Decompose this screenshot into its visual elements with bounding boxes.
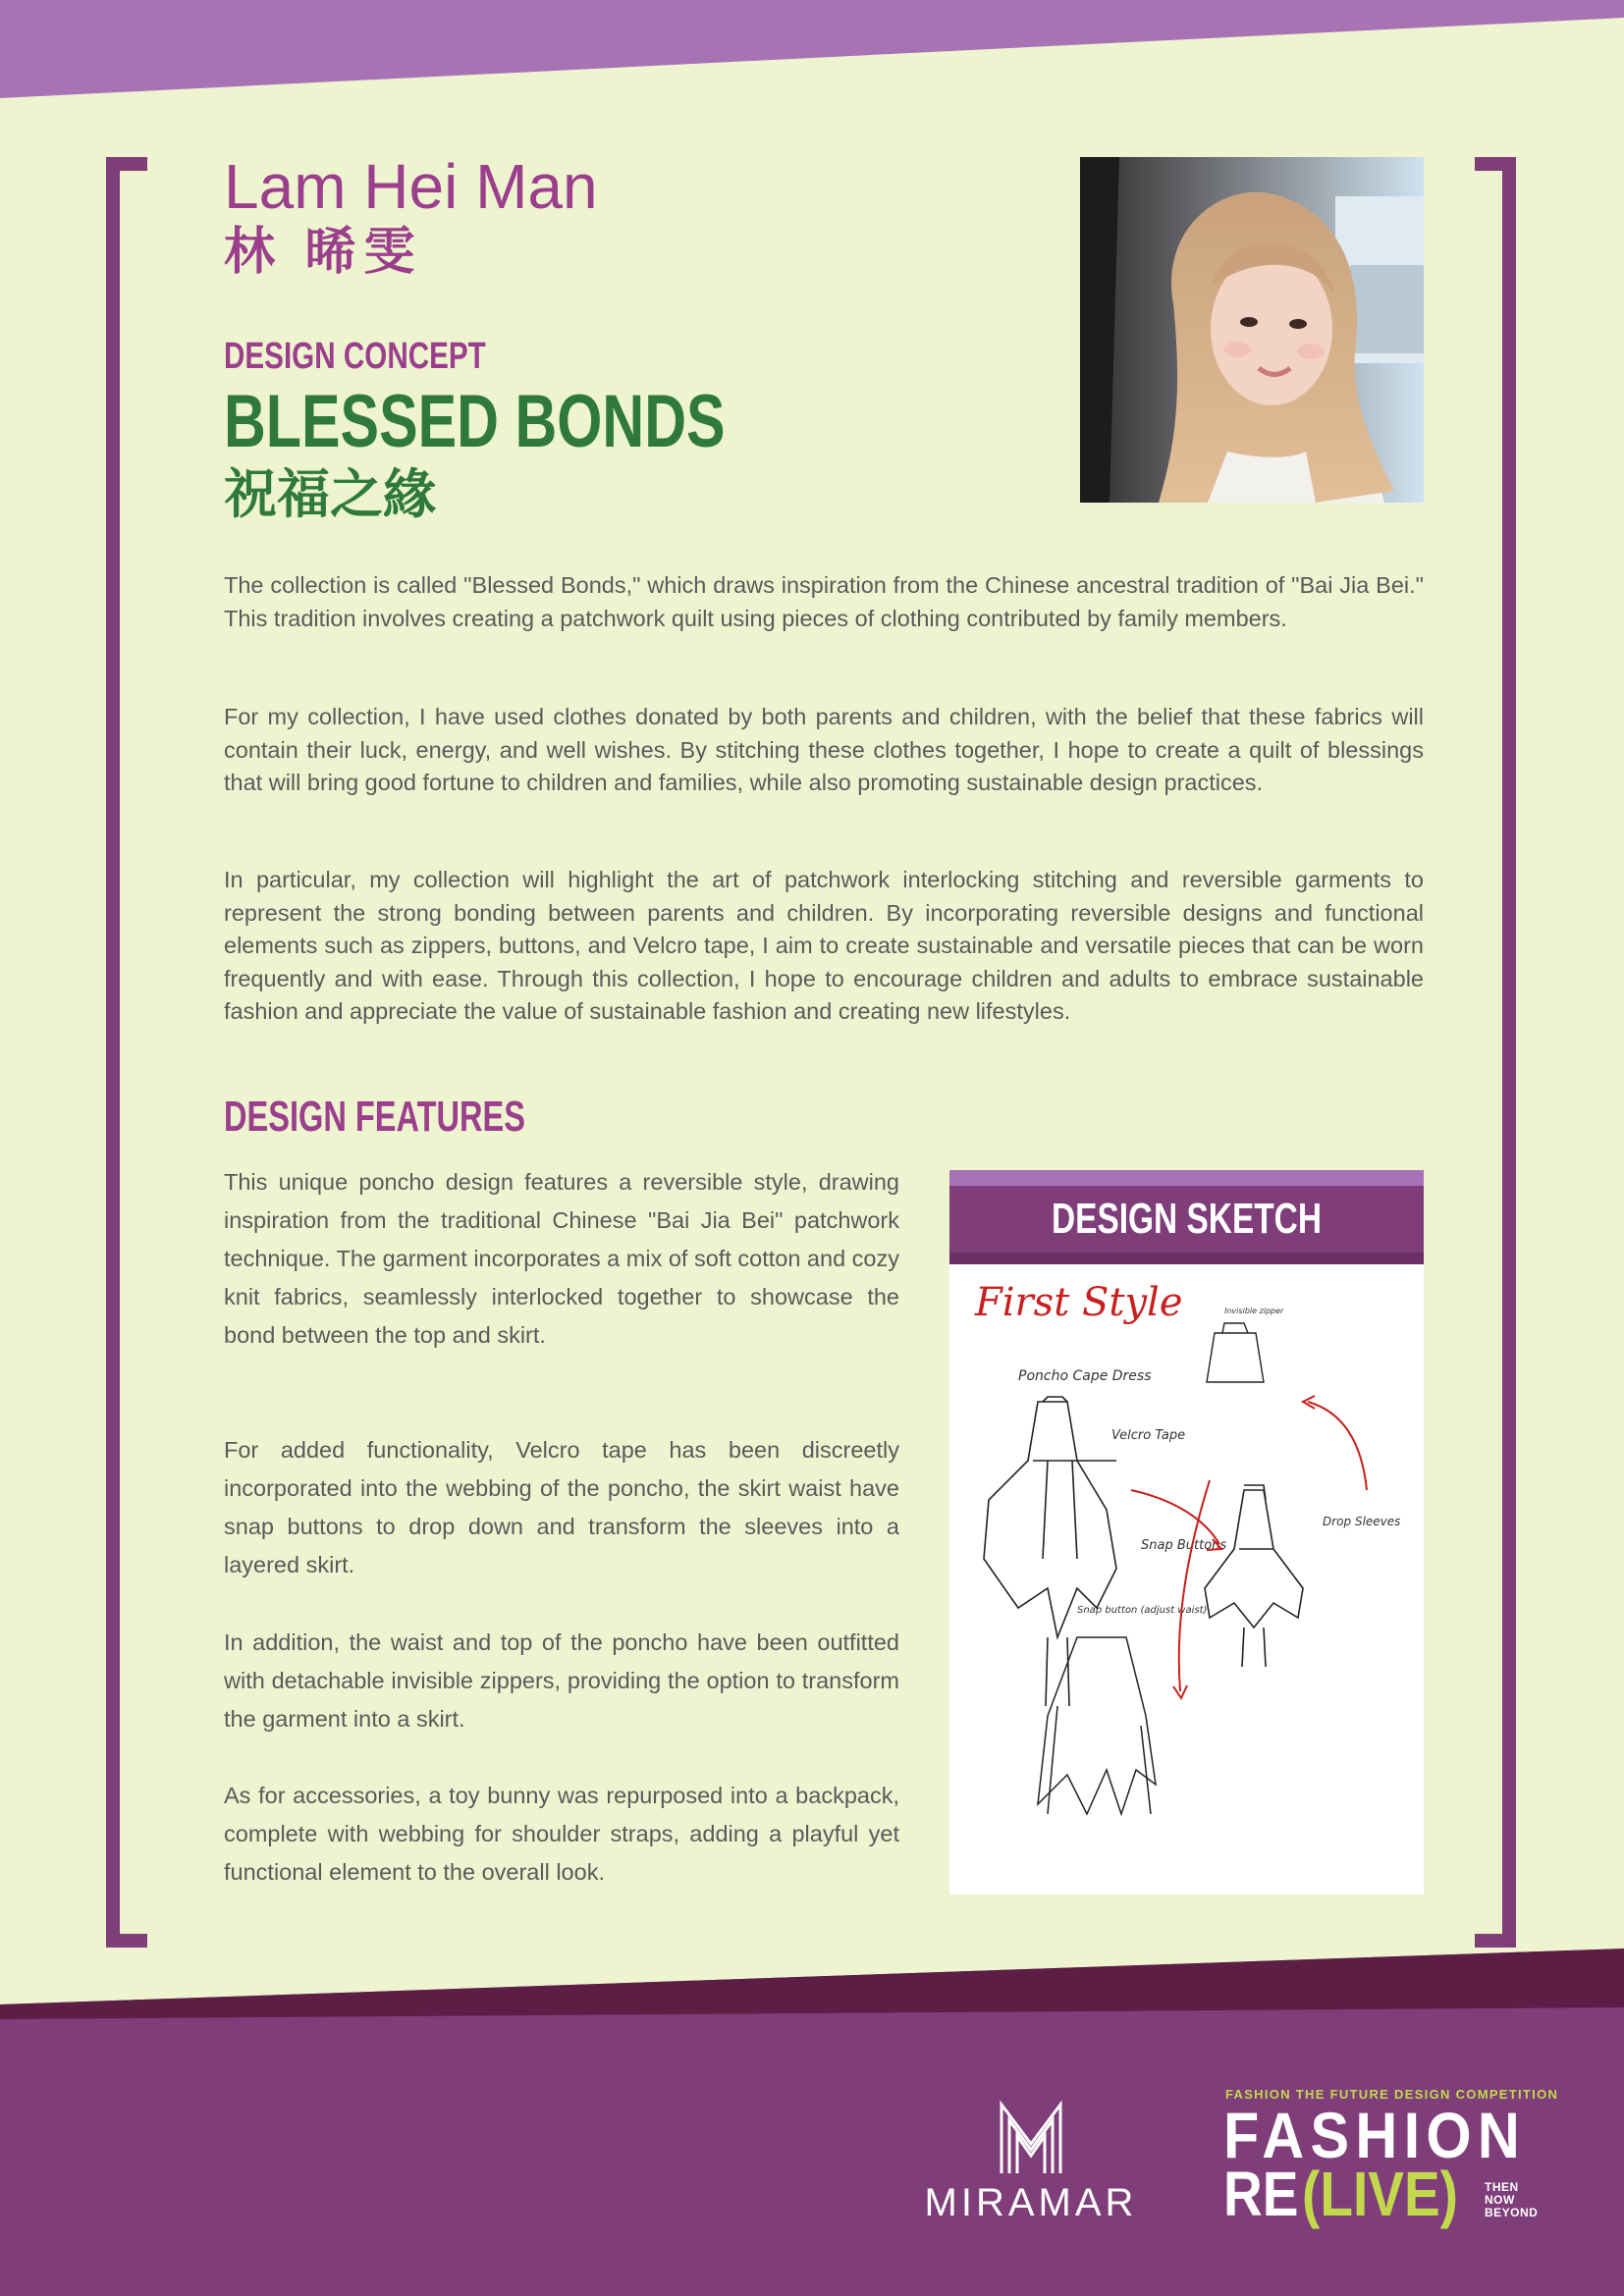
feature-paragraph-4: As for accessories, a toy bunny was repurposed into a backpack, complete with webbing for shoulder straps, adding a playful yet functional element to the overall look. — [224, 1783, 899, 1885]
sketch-title: DESIGN SKETCH — [1051, 1195, 1322, 1243]
competition-name: FASHION THE FUTURE DESIGN COMPETITION — [1225, 2087, 1559, 2102]
fashion-relive-logo-live: (LIVE) — [1302, 2159, 1458, 2229]
fashion-relive-logo-fashion: FASHION — [1223, 2099, 1527, 2171]
tagline-beyond: BEYOND — [1485, 2206, 1539, 2219]
design-features-label: DESIGN FEATURES — [224, 1093, 525, 1141]
concept-paragraph-3: In particular, my collection will highlight the art of patchwork interlocking stitching and reversible garments to represent the strong bonding between parents and children. By incorporating reversible designs and functional elements such as zippers, buttons, and Velcro tape, I aim to create sustainable and versatile pieces that can be worn frequently and with ease. Through this collection, I hope to encourage children and adults to embrace sustainable fashion and appreciate the value of sustainable fashion and creating new lifestyles. — [224, 867, 1424, 1024]
top-band — [0, 0, 1624, 98]
right-bracket-decoration — [1475, 157, 1516, 1948]
tagline-now: NOW — [1485, 2193, 1515, 2207]
feature-paragraph-1: This unique poncho design features a reversible style, drawing inspiration from the traditional Chinese "Bai Jia Bei" patchwork technique. The garment incorporates a mix of soft cotton and cozy knit fabrics, seamlessly interlocked together to showcase the bond between the top and skirt. — [224, 1169, 899, 1348]
designer-name-english: Lam Hei Man — [224, 151, 598, 222]
feature-paragraph-3: In addition, the waist and top of the poncho have been outfitted with detachable invisible zippers, providing the option to transform the garment into a skirt. — [224, 1629, 899, 1732]
sketch-note-velcro: Velcro Tape — [1111, 1428, 1186, 1443]
tagline-then: THEN — [1485, 2180, 1519, 2194]
concept-title-english: BLESSED BONDS — [224, 380, 726, 463]
concept-paragraph-1: The collection is called "Blessed Bonds," which draws inspiration from the Chinese ancestral tradition of "Bai Jia Bei." This tradition involves creating a patchwork quilt using pieces of clothing contributed by family members. — [224, 572, 1424, 631]
sketch-note-zipper: Invisible zipper — [1224, 1307, 1284, 1315]
garment-sketch-drawing — [949, 1264, 1424, 1895]
fashion-relive-logo-re: RE — [1223, 2159, 1299, 2229]
concept-paragraph-2: For my collection, I have used clothes donated by both parents and children, with the belief that these fabrics will contain their luck, energy, and well wishes. By stitching these clothes together, I hope to create a quilt of blessings that will bring good fortune to children and families, while also promoting sustainable design practices. — [224, 704, 1424, 795]
sketch-note-poncho: Poncho Cape Dress — [1018, 1368, 1152, 1384]
design-concept-label: DESIGN CONCEPT — [224, 336, 486, 377]
feature-paragraph-2: For added functionality, Velcro tape has been discreetly incorporated into the webbing of the poncho, the skirt waist have snap buttons to drop down and transform the sleeves into a layered skirt. — [224, 1437, 899, 1577]
sketch-note-snap: Snap Buttons — [1141, 1538, 1227, 1553]
sketch-note-waist: Snap button (adjust waist) — [1077, 1605, 1208, 1616]
sketch-heading: First Style — [975, 1280, 1183, 1325]
designer-portrait-photo — [1080, 157, 1424, 503]
sketch-note-sleeves: Drop Sleeves — [1323, 1515, 1401, 1528]
design-sketch-panel — [949, 1170, 1424, 1895]
sketch-header — [949, 1170, 1424, 1264]
miramar-wordmark: MIRAMAR — [924, 2181, 1138, 2224]
left-bracket-decoration — [106, 157, 147, 1948]
designer-name-chinese: 林 晞雯 — [224, 224, 423, 281]
concept-title-chinese: 祝福之緣 — [224, 465, 436, 524]
